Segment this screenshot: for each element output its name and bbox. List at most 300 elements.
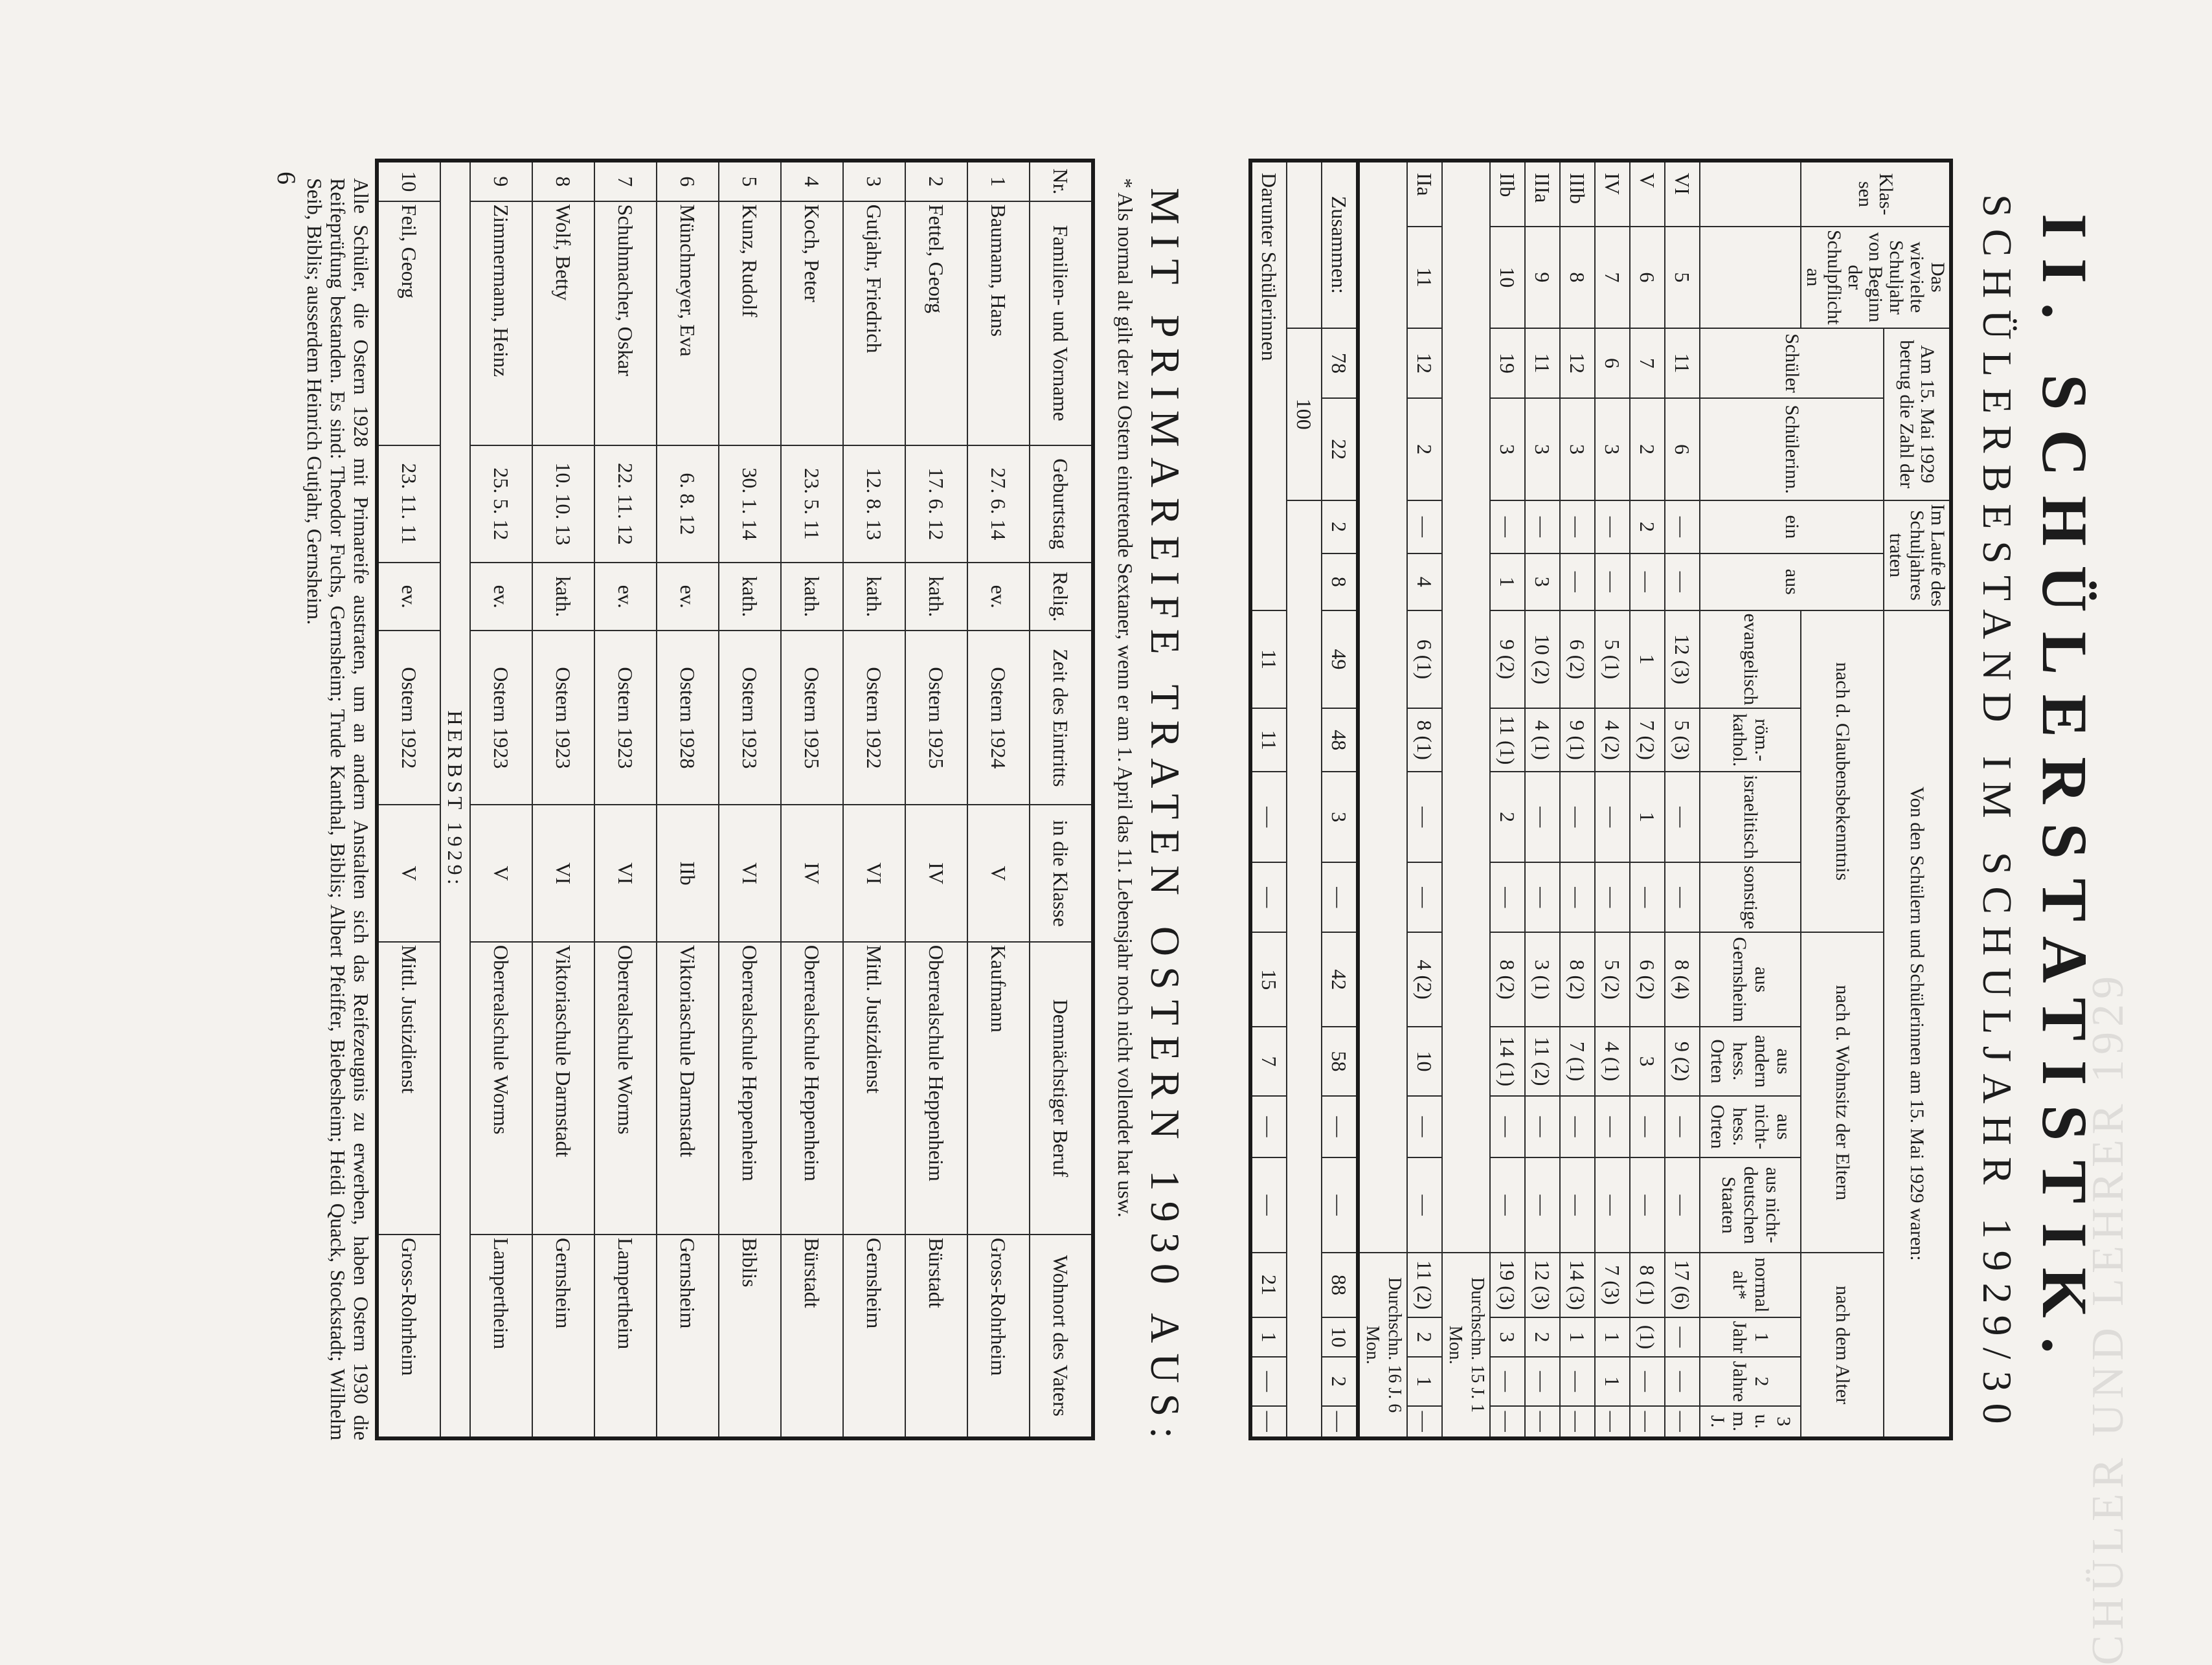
- grad-nr: 9: [470, 161, 532, 201]
- closing-paragraph: Alle Schüler, die Ostern 1928 mit Primareife austraten, um an andern Anstalten sich das Reifezeugnis zu erwerben, haben Ostern 1930 die Reifeprüfung bestanden. Es sind: Theodor Fuchs, Gernsheim; Trude Kanthal, Biblis; Albert Pfeiffer, Biebesheim; Heidi Quack, Stockstadt; Wilhelm Seib, Biblis; ausserdem Heinrich Gutjahr, Gernsheim.: [303, 178, 373, 1440]
- stats-cell-aus: —: [1560, 553, 1595, 610]
- stats-cell-f: 2: [1407, 398, 1442, 500]
- dar-a2: —: [1250, 1357, 1287, 1405]
- grad-nr: 8: [532, 161, 594, 201]
- sum-total: 100: [1287, 328, 1322, 500]
- stats-cell-ev: 1: [1630, 610, 1665, 709]
- grad-ort: Lampertheim: [594, 1235, 657, 1438]
- stats-cell-is: 2: [1490, 772, 1525, 862]
- stats-cell-a3: —: [1560, 1406, 1595, 1438]
- stats-cell-a1: (1): [1630, 1317, 1665, 1358]
- grad-name: Kunz, Rudolf: [719, 201, 781, 445]
- stats-cell-nh: —: [1595, 1096, 1630, 1157]
- dar-no: 21: [1250, 1253, 1287, 1317]
- stats-cell-ge: 8 (2): [1560, 932, 1595, 1027]
- stats-cell-ein: —: [1490, 500, 1525, 553]
- grad-ort: Gross-Rohrheim: [967, 1235, 1030, 1438]
- grad-kl: V: [470, 805, 532, 941]
- grad-ort: Gernsheim: [532, 1235, 594, 1438]
- grad-rel: ev.: [657, 563, 719, 631]
- stats-row: [1630, 161, 1665, 1438]
- stats-cell-m: 19: [1490, 328, 1525, 399]
- stats-cell-ein: —: [1595, 500, 1630, 553]
- graduates-rows: [470, 161, 1030, 1438]
- stats-cell-nd: —: [1525, 1157, 1560, 1253]
- stats-cell-nh: —: [1407, 1096, 1442, 1157]
- stats-cell-so: —: [1407, 862, 1442, 932]
- grad-geb: 23. 5. 11: [781, 445, 843, 563]
- enrollment-table: [1248, 159, 1953, 1440]
- grad-name: Gutjahr, Friedrich: [843, 201, 905, 445]
- grad-geb: 30. 1. 14: [719, 445, 781, 563]
- average-age: Durchschn. 15 J. 1 Mon.: [1442, 1253, 1490, 1438]
- stats-cell-aus: —: [1630, 553, 1665, 610]
- grad-ort: Gernsheim: [657, 1235, 719, 1438]
- stats-row: [1665, 161, 1700, 1438]
- stats-cell-nd: —: [1560, 1157, 1595, 1253]
- stats-cell-s: 11: [1407, 227, 1442, 328]
- stats-cell-a3: —: [1407, 1406, 1442, 1438]
- stats-cell-f: 3: [1595, 398, 1630, 500]
- grad-rel: ev.: [967, 563, 1030, 631]
- stats-cell-a1: 1: [1560, 1317, 1595, 1358]
- grad-geb: 12. 8. 13: [843, 445, 905, 563]
- graduates-table: [375, 159, 1095, 1440]
- dar-nd: —: [1250, 1157, 1287, 1253]
- grad-header-0: Nr.: [1030, 161, 1093, 201]
- stats-cell-ev: 6 (2): [1560, 610, 1595, 709]
- stats-cell-a2: —: [1630, 1357, 1665, 1405]
- stats-cell-no: 12 (3): [1525, 1253, 1560, 1317]
- darunter-row: [1250, 161, 1287, 1438]
- grad-name: Zimmermann, Heinz: [470, 201, 532, 445]
- stats-cell-s: 5: [1665, 227, 1700, 328]
- graduates-header-row: [1030, 161, 1093, 1438]
- grad-kl: V: [967, 805, 1030, 941]
- stats-cell-a3: —: [1665, 1406, 1700, 1438]
- stats-cell-ein: 2: [1630, 500, 1665, 553]
- sum-is: 3: [1322, 772, 1358, 862]
- grad-zeit: Ostern 1923: [719, 631, 781, 805]
- stats-cell-nd: —: [1407, 1157, 1442, 1253]
- grad-header-4: Zeit des Eintritts: [1030, 631, 1093, 805]
- stats-cell-ev: 12 (3): [1665, 610, 1700, 709]
- stats-cell-a1: 2: [1525, 1317, 1560, 1358]
- stats-cell-is: —: [1560, 772, 1595, 862]
- dar-a3: —: [1250, 1406, 1287, 1438]
- graduate-row: [719, 161, 781, 1438]
- grad-geb: 10. 10. 13: [532, 445, 594, 563]
- stats-cell-k: IIIa: [1525, 161, 1560, 227]
- grad-zeit: Ostern 1922: [843, 631, 905, 805]
- darunter-label: Darunter Schülerinnen: [1250, 161, 1287, 610]
- stats-cell-ein: —: [1525, 500, 1560, 553]
- subheader-normal: normal alt*: [1700, 1253, 1801, 1317]
- dar-is: —: [1250, 772, 1287, 862]
- stats-cell-a1: 2: [1407, 1317, 1442, 1358]
- stats-cell-a2: —: [1525, 1357, 1560, 1405]
- stats-cell-m: 11: [1525, 328, 1560, 399]
- grad-name: Feil, Georg: [377, 201, 440, 445]
- grad-header-2: Geburtstag: [1030, 445, 1093, 563]
- dar-rk: 11: [1250, 708, 1287, 772]
- stats-cell-aus: 1: [1490, 553, 1525, 610]
- stats-cell-ev: 10 (2): [1525, 610, 1560, 709]
- stats-cell-s: 9: [1525, 227, 1560, 328]
- stats-cell-no: 14 (3): [1560, 1253, 1595, 1317]
- stats-cell-s: 6: [1630, 227, 1665, 328]
- sum-so: —: [1322, 862, 1358, 932]
- grad-ort: Gross-Rohrheim: [377, 1235, 440, 1438]
- grad-beruf: Mittl. Justizdienst: [843, 942, 905, 1235]
- subheader-aus: aus: [1700, 553, 1884, 610]
- stats-cell-aus: —: [1595, 553, 1630, 610]
- stats-cell-he: 4 (1): [1595, 1027, 1630, 1096]
- stats-cell-ge: 3 (1): [1525, 932, 1560, 1027]
- stats-cell-a1: 3: [1490, 1317, 1525, 1358]
- graduate-row: [594, 161, 657, 1438]
- grad-zeit: Ostern 1923: [470, 631, 532, 805]
- grad-klasse: V: [377, 805, 440, 941]
- page-title: II. SCHÜLERSTATISTIK.: [2029, 214, 2101, 1373]
- sum-row: [1322, 161, 1358, 1438]
- sum-rk: 48: [1322, 708, 1358, 772]
- grad-nr: 10: [377, 161, 440, 201]
- stats-cell-ein: —: [1665, 500, 1700, 553]
- stats-cell-ev: 6 (1): [1407, 610, 1442, 709]
- stats-cell-rk: 4 (2): [1595, 708, 1630, 772]
- subheader-isr: israelitisch: [1700, 772, 1801, 862]
- stats-cell-k: VI: [1665, 161, 1700, 227]
- graduates-heading: MIT PRIMAREIFE TRATEN OSTERN 1930 AUS:: [1142, 188, 1188, 1449]
- stats-cell-is: —: [1665, 772, 1700, 862]
- stats-cell-k: IIIb: [1560, 161, 1595, 227]
- dar-ge: 15: [1250, 932, 1287, 1027]
- graduate-row: [657, 161, 719, 1438]
- stats-cell-no: 8 (1): [1630, 1253, 1665, 1317]
- header-von: Von den Schülern und Schülerinnen am 15. Mai 1929 waren:: [1884, 610, 1951, 1438]
- subheader-gerns: aus Gernsheim: [1700, 932, 1801, 1027]
- stats-cell-ev: 5 (1): [1595, 610, 1630, 709]
- grad-header-5: in die Klasse: [1030, 805, 1093, 941]
- grad-kl: VI: [594, 805, 657, 941]
- grad-nr: 5: [719, 161, 781, 201]
- grad-nr: 3: [843, 161, 905, 201]
- grad-zeit: Ostern 1928: [657, 631, 719, 805]
- stats-cell-so: —: [1560, 862, 1595, 932]
- grad-zeit: Ostern 1922: [377, 631, 440, 805]
- grad-zeit: Ostern 1923: [594, 631, 657, 805]
- grad-kl: IV: [905, 805, 967, 941]
- grad-geb: 6. 8. 12: [657, 445, 719, 563]
- stats-cell-rk: 5 (3): [1665, 708, 1700, 772]
- stats-cell-nh: —: [1560, 1096, 1595, 1157]
- stats-rows: [1358, 161, 1700, 1438]
- grad-rel: ev.: [594, 563, 657, 631]
- sum-he: 58: [1322, 1027, 1358, 1096]
- header-schuljahr: Das wievielte Schuljahr von Beginn der Schulpflicht an: [1801, 227, 1951, 328]
- sum-aus: 8: [1322, 553, 1358, 610]
- sum-a3: —: [1322, 1406, 1358, 1438]
- stats-cell-ein: —: [1407, 500, 1442, 553]
- spacer: [1442, 161, 1490, 1253]
- sum-nh: —: [1322, 1096, 1358, 1157]
- stats-cell-nd: —: [1595, 1157, 1630, 1253]
- sum-a2: 2: [1322, 1357, 1358, 1405]
- dar-he: 7: [1250, 1027, 1287, 1096]
- subheader-schueler: Schüler: [1700, 328, 1884, 399]
- grad-zeit: Ostern 1925: [781, 631, 843, 805]
- stats-cell-nh: —: [1665, 1096, 1700, 1157]
- average-age: Durchschn. 16 J. 6 Mon.: [1358, 1253, 1407, 1438]
- spacer: [1700, 161, 1801, 227]
- stats-cell-he: 7 (1): [1560, 1027, 1595, 1096]
- stats-cell-he: 9 (2): [1665, 1027, 1700, 1096]
- grad-beruf: Mittl. Justizdienst: [377, 942, 440, 1235]
- grad-name: Koch, Peter: [781, 201, 843, 445]
- grad-name: Fettel, Georg: [905, 201, 967, 445]
- stats-cell-ge: 5 (2): [1595, 932, 1630, 1027]
- grad-rel: ev.: [470, 563, 532, 631]
- stats-cell-a2: —: [1490, 1357, 1525, 1405]
- grad-beruf: Kaufmann: [967, 942, 1030, 1235]
- grad-geb: 17. 6. 12: [905, 445, 967, 563]
- sum-total-row: [1287, 161, 1322, 1438]
- grad-kl: VI: [843, 805, 905, 941]
- grad-kl: IIb: [657, 805, 719, 941]
- stats-cell-ge: 8 (4): [1665, 932, 1700, 1027]
- dar-a1: 1: [1250, 1317, 1287, 1358]
- stats-cell-aus: 3: [1525, 553, 1560, 610]
- grad-header-6: Demnächstiger Beruf: [1030, 942, 1093, 1235]
- stats-cell-f: 2: [1630, 398, 1665, 500]
- grad-name: Wolf, Betty: [532, 201, 594, 445]
- subheader-schuelerinn: Schülerinn.: [1700, 398, 1884, 500]
- stats-cell-k: V: [1630, 161, 1665, 227]
- grad-kl: IV: [781, 805, 843, 941]
- stats-cell-f: 6: [1665, 398, 1700, 500]
- grad-ort: Lampertheim: [470, 1235, 532, 1438]
- stats-cell-k: IIa: [1407, 161, 1442, 227]
- stats-cell-ev: 9 (2): [1490, 610, 1525, 709]
- stats-cell-a1: 1: [1595, 1317, 1630, 1358]
- stats-cell-ge: 8 (2): [1490, 932, 1525, 1027]
- header-lauf: Im Laufe des Schuljahres traten: [1884, 500, 1951, 610]
- spacer: [1358, 161, 1407, 1253]
- grad-beruf: Oberrealschule Worms: [470, 942, 532, 1235]
- grad-rel: kath.: [905, 563, 967, 631]
- stats-cell-so: —: [1595, 862, 1630, 932]
- average-row: [1358, 161, 1407, 1438]
- stats-cell-he: 10: [1407, 1027, 1442, 1096]
- subheader-nicht-hess: aus nicht-hess. Orten: [1700, 1096, 1801, 1157]
- grad-ort: Bürstadt: [781, 1235, 843, 1438]
- grad-rel: kath.: [781, 563, 843, 631]
- sum-ev: 49: [1322, 610, 1358, 709]
- herbst-row: [440, 161, 470, 1438]
- grad-zeit: Ostern 1925: [905, 631, 967, 805]
- grad-ort: Biblis: [719, 1235, 781, 1438]
- stats-cell-rk: 8 (1): [1407, 708, 1442, 772]
- stats-row: [1407, 161, 1442, 1438]
- header-mai: Am 15. Mai 1929 betrug die Zahl der: [1884, 328, 1951, 500]
- grad-rel: kath.: [719, 563, 781, 631]
- stats-cell-k: IIb: [1490, 161, 1525, 227]
- grad-kl: VI: [719, 805, 781, 941]
- graduate-row: [470, 161, 532, 1438]
- grad-geb: 23. 11. 11: [377, 445, 440, 563]
- sum-a1: 10: [1322, 1317, 1358, 1358]
- grad-name: Schuhmacher, Oskar: [594, 201, 657, 445]
- sum-female: 22: [1322, 398, 1358, 500]
- subheader-j1: 1 Jahr: [1700, 1317, 1801, 1358]
- grad-nr: 7: [594, 161, 657, 201]
- stats-cell-aus: 4: [1407, 553, 1442, 610]
- stats-cell-so: —: [1630, 862, 1665, 932]
- grad-geb: 22. 11. 12: [594, 445, 657, 563]
- graduate-row: [905, 161, 967, 1438]
- subheader-nicht-dt: aus nicht-deutschen Staaten: [1700, 1157, 1801, 1253]
- stats-cell-a3: —: [1525, 1406, 1560, 1438]
- grad-header-3: Relig.: [1030, 563, 1093, 631]
- grad-header-1: Familien- und Vorname: [1030, 201, 1093, 445]
- subheader-roem: röm.-kathol.: [1700, 708, 1801, 772]
- grad-beruf: Oberrealschule Heppenheim: [781, 942, 843, 1235]
- stats-cell-a2: —: [1665, 1357, 1700, 1405]
- stats-cell-is: —: [1595, 772, 1630, 862]
- stats-cell-f: 3: [1525, 398, 1560, 500]
- stats-cell-ge: 6 (2): [1630, 932, 1665, 1027]
- stats-cell-rk: 7 (2): [1630, 708, 1665, 772]
- stats-cell-f: 3: [1560, 398, 1595, 500]
- page-number: 6: [272, 172, 301, 184]
- stats-cell-rk: 4 (1): [1525, 708, 1560, 772]
- sum-nd: —: [1322, 1157, 1358, 1253]
- stats-cell-he: 14 (1): [1490, 1027, 1525, 1096]
- grad-zeit: Ostern 1924: [967, 631, 1030, 805]
- stats-cell-rk: 9 (1): [1560, 708, 1595, 772]
- header-glauben: nach d. Glaubensbekenntnis: [1801, 610, 1884, 933]
- stats-cell-s: 10: [1490, 227, 1525, 328]
- subheader-evan: evangelisch: [1700, 610, 1801, 709]
- grad-header-7: Wohnort des Vaters: [1030, 1235, 1093, 1438]
- stats-cell-m: 7: [1630, 328, 1665, 399]
- stats-cell-so: —: [1525, 862, 1560, 932]
- stats-cell-nh: —: [1490, 1096, 1525, 1157]
- stats-cell-a3: —: [1595, 1406, 1630, 1438]
- subheader-ein: ein: [1700, 500, 1884, 553]
- graduate-row: [967, 161, 1030, 1438]
- stats-cell-m: 12: [1560, 328, 1595, 399]
- stats-cell-m: 6: [1595, 328, 1630, 399]
- stats-row: [1490, 161, 1525, 1438]
- grad-nr: 2: [905, 161, 967, 201]
- grad-ort: Gernsheim: [843, 1235, 905, 1438]
- header-klassen: Klas-sen: [1801, 161, 1951, 227]
- grad-beruf: Viktoriaschule Darmstadt: [532, 942, 594, 1235]
- subheader-sonst: sonstige: [1700, 862, 1801, 932]
- stats-cell-nd: —: [1490, 1157, 1525, 1253]
- grad-rel: kath.: [532, 563, 594, 631]
- stats-cell-is: 1: [1630, 772, 1665, 862]
- subheader-j2: 2 Jahre: [1700, 1357, 1801, 1405]
- stats-cell-no: 19 (3): [1490, 1253, 1525, 1317]
- stats-row: [1525, 161, 1560, 1438]
- stats-cell-m: 11: [1665, 328, 1700, 399]
- grad-beruf: Oberrealschule Worms: [594, 942, 657, 1235]
- stats-cell-so: —: [1665, 862, 1700, 932]
- sum-male: 78: [1322, 328, 1358, 399]
- stats-cell-no: 7 (3): [1595, 1253, 1630, 1317]
- dar-ev: 11: [1250, 610, 1287, 709]
- stats-cell-a2: 1: [1595, 1357, 1630, 1405]
- stats-cell-a2: 1: [1407, 1357, 1442, 1405]
- grad-beruf: Viktoriaschule Darmstadt: [657, 942, 719, 1235]
- graduate-row-10: [377, 161, 440, 1438]
- graduate-row: [532, 161, 594, 1438]
- grad-ort: Bürstadt: [905, 1235, 967, 1438]
- sum-no: 88: [1322, 1253, 1358, 1317]
- stats-cell-s: 7: [1595, 227, 1630, 328]
- grad-rel: ev.: [377, 563, 440, 631]
- stats-cell-no: 17 (6): [1665, 1253, 1700, 1317]
- grad-nr: 1: [967, 161, 1030, 201]
- header-alter: nach dem Alter: [1801, 1253, 1884, 1438]
- stats-cell-no: 11 (2): [1407, 1253, 1442, 1317]
- stats-cell-he: 11 (2): [1525, 1027, 1560, 1096]
- stats-cell-f: 3: [1490, 398, 1525, 500]
- stats-cell-rk: 11 (1): [1490, 708, 1525, 772]
- stats-cell-s: 8: [1560, 227, 1595, 328]
- grad-nr: 4: [781, 161, 843, 201]
- grad-geb: 27. 6. 14: [967, 445, 1030, 563]
- subheader-j3: 3 u. m. J.: [1700, 1406, 1801, 1438]
- stats-cell-nh: —: [1630, 1096, 1665, 1157]
- sum-ein: 2: [1322, 500, 1358, 553]
- grad-beruf: Oberrealschule Heppenheim: [719, 942, 781, 1235]
- spacer: [1700, 227, 1801, 328]
- dar-nh: —: [1250, 1096, 1287, 1157]
- grad-rel: kath.: [843, 563, 905, 631]
- grad-geb: 25. 5. 12: [470, 445, 532, 563]
- stats-cell-k: IV: [1595, 161, 1630, 227]
- stats-row: [1560, 161, 1595, 1438]
- graduate-row: [843, 161, 905, 1438]
- stats-cell-a3: —: [1490, 1406, 1525, 1438]
- dar-so: —: [1250, 862, 1287, 932]
- stats-cell-he: 3: [1630, 1027, 1665, 1096]
- graduate-row: [781, 161, 843, 1438]
- stats-cell-a3: —: [1630, 1406, 1665, 1438]
- average-row: [1442, 161, 1490, 1438]
- stats-cell-nd: —: [1630, 1157, 1665, 1253]
- section-subtitle: SCHÜLERBESTAND IM SCHULJAHR 1929/30: [1974, 194, 2020, 1436]
- footnote: * Als normal alt gilt der zu Ostern eintretende Sextaner, wenn er am 1. April das 11. Lebensjahr noch nicht vollendet hat usw.: [1114, 178, 1137, 1218]
- stats-cell-nh: —: [1525, 1096, 1560, 1157]
- spacer: [1287, 500, 1322, 1438]
- stats-cell-nd: —: [1665, 1157, 1700, 1253]
- stats-cell-a1: —: [1665, 1317, 1700, 1358]
- spacer: [1287, 161, 1322, 328]
- header-wohnsitz: nach d. Wohnsitz der Eltern: [1801, 932, 1884, 1253]
- grad-name: Münchmeyer, Eva: [657, 201, 719, 445]
- grad-zeit: Ostern 1923: [532, 631, 594, 805]
- stats-cell-m: 12: [1407, 328, 1442, 399]
- grad-name: Baumann, Hans: [967, 201, 1030, 445]
- sum-ge: 42: [1322, 932, 1358, 1027]
- herbst-label: HERBST 1929:: [440, 161, 470, 1438]
- stats-cell-is: —: [1407, 772, 1442, 862]
